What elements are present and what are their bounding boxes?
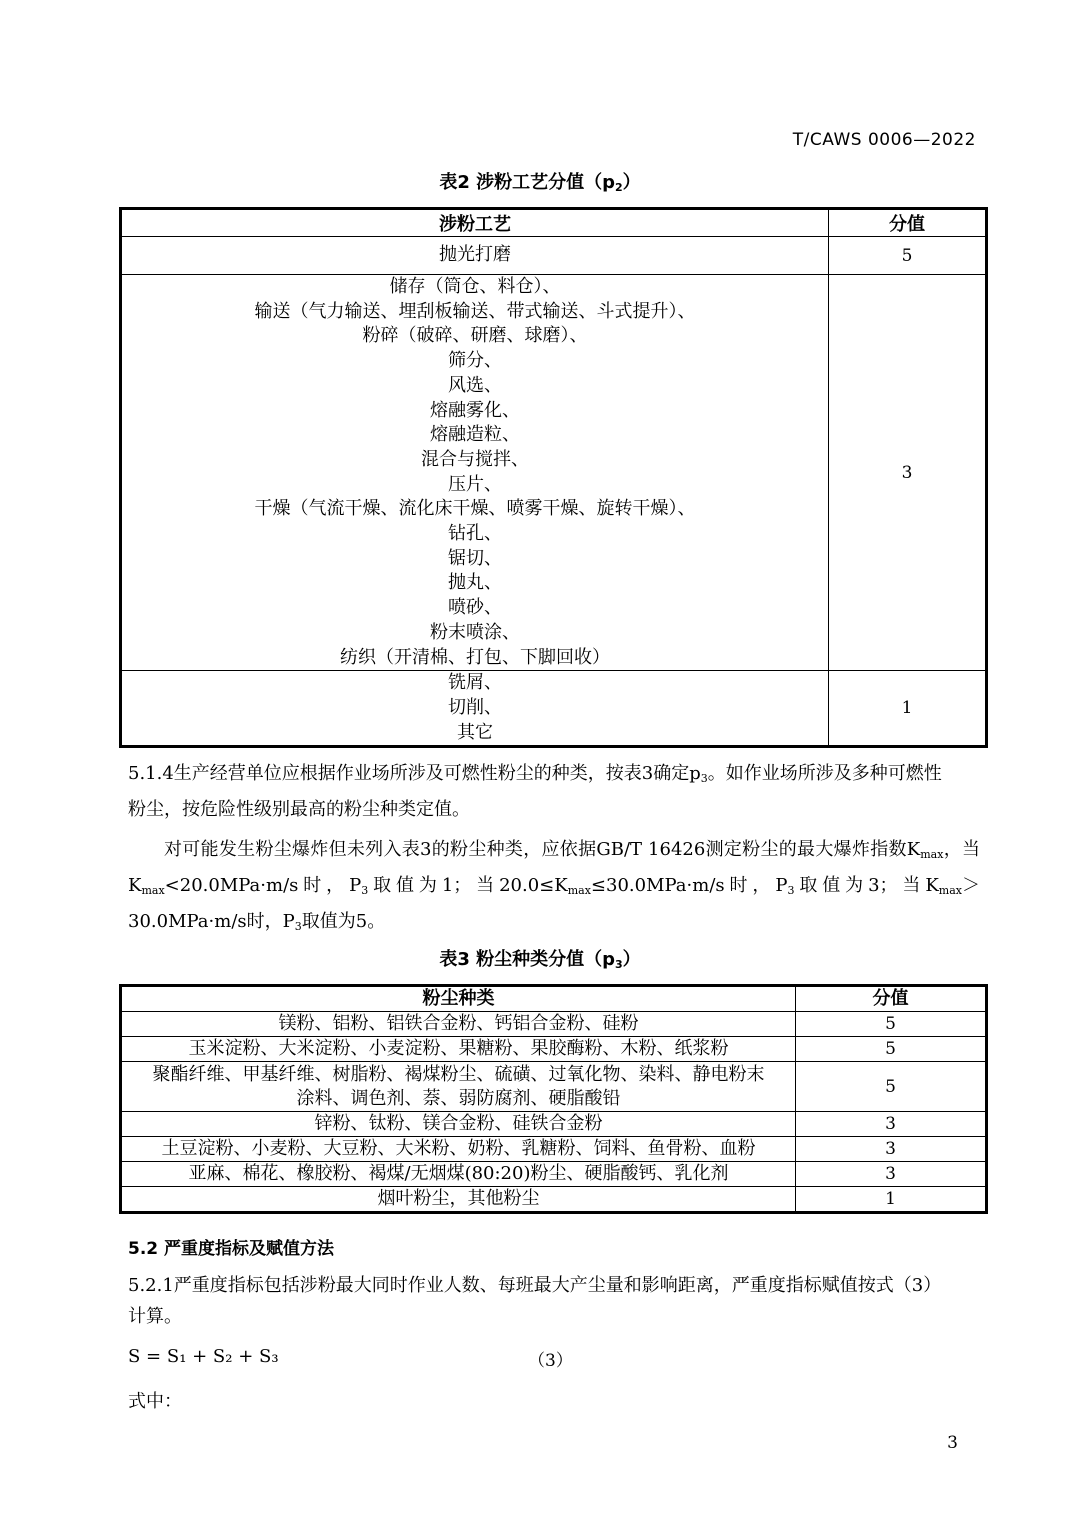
para-text: ，当K (128, 839, 980, 896)
process-line: 抛丸、 (448, 572, 502, 594)
table3-score-cell: 5 (796, 1062, 987, 1112)
process-line: 筛分、 (448, 350, 502, 372)
para-sub: max (141, 884, 165, 897)
para-text: 取值为3；当K (794, 875, 939, 896)
table-row (121, 1062, 987, 1112)
table3-caption (0, 945, 1080, 971)
table3-type-cell: 锌粉、钛粉、镁合金粉、硅铁合金粉 (121, 1112, 796, 1137)
process-line: 喷砂、 (448, 597, 502, 619)
para-line: 粉尘，按危险性级别最高的粉尘种类定值。 (128, 799, 470, 820)
paragraph-5-2-1 (128, 1270, 980, 1332)
process-line: 粉末喷涂、 (430, 621, 520, 643)
para-text: 。如作业场所涉及多种可燃性 (707, 763, 942, 784)
process-line: 锯切、 (448, 547, 502, 569)
table2-process-cell (121, 275, 829, 671)
table3-caption-main: 表3 粉尘种类分值（p (439, 949, 616, 970)
table2-process-cell (121, 237, 829, 275)
table3-header-type: 粉尘种类 (121, 986, 796, 1012)
table2 (119, 207, 988, 748)
table-row (121, 1037, 987, 1062)
process-line: 压片、 (448, 473, 502, 495)
para-line: 5.2.1严重度指标包括涉粉最大同时作业人数、每班最大产尘量和影响距离，严重度指标赋值按式（3） (128, 1275, 942, 1296)
process-line: 熔融雾化、 (430, 399, 520, 421)
para-sub: max (938, 884, 962, 897)
table-row (121, 1012, 987, 1037)
para-text: 5.1.4生产经营单位应根据作业场所涉及可燃性粉尘的种类，按表3确定p (128, 763, 701, 784)
table2-caption-sub: 2 (615, 181, 623, 194)
para-sub: 3 (361, 884, 369, 897)
table-row (121, 1112, 987, 1137)
table3-score-cell: 1 (796, 1187, 987, 1213)
process-line: 切削、 (448, 696, 502, 718)
table3-type-cell (121, 1062, 796, 1112)
para-text: ＞30.0MPa·m/s时，P (128, 875, 980, 932)
formula-3: S = S₁ + S₂ + S₃ (128, 1346, 279, 1367)
paragraph-5-1-4 (128, 758, 980, 825)
table-row (121, 671, 987, 747)
table3-caption-sub: 3 (615, 958, 623, 971)
para-line (128, 758, 980, 794)
table3-score-cell: 5 (796, 1012, 987, 1037)
process-line: 干燥（气流干燥、流化床干燥、喷雾干燥、旋转干燥）、 (254, 498, 696, 520)
para-sub: 3 (294, 920, 302, 933)
process-line: 抛光打磨 (439, 244, 511, 266)
table3 (119, 984, 988, 1214)
table3-type-cell: 亚麻、棉花、橡胶粉、褐煤/无烟煤(80:20)粉尘、硬脂酸钙、乳化剂 (121, 1162, 796, 1187)
para-sub: 3 (787, 884, 795, 897)
table3-type-cell: 土豆淀粉、小麦粉、大豆粉、大米粉、奶粉、乳糖粉、饲料、鱼骨粉、血粉 (121, 1137, 796, 1162)
table-row (121, 1137, 987, 1162)
type-line: 聚酯纤维、甲基纤维、树脂粉、褐煤粉尘、硫磺、过氧化物、染料、静电粉末 (152, 1063, 765, 1085)
table-row (121, 1162, 987, 1187)
table3-caption-end: ） (622, 949, 641, 970)
table-row (121, 1187, 987, 1213)
table-row (121, 237, 987, 275)
table2-score-cell: 3 (829, 275, 987, 671)
process-line: 输送（气力输送、埋刮板输送、带式输送、斗式提升）、 (254, 300, 696, 322)
table3-type-cell: 玉米淀粉、大米淀粉、小麦淀粉、果糖粉、果胶酶粉、木粉、纸浆粉 (121, 1037, 796, 1062)
table2-header-score: 分值 (829, 209, 987, 237)
table3-score-cell: 3 (796, 1162, 987, 1187)
table2-caption-main: 表2 涉粉工艺分值（p (439, 172, 616, 193)
para-text: <20.0MPa·m/s时，P (164, 875, 362, 896)
paragraph-kmax (128, 834, 980, 942)
para-text: ≤30.0MPa·m/s时，P (590, 875, 788, 896)
para-text: 对可能发生粉尘爆炸但未列入表3的粉尘种类，应依据GB/T 16426测定粉尘的最大爆炸指数K (164, 839, 921, 860)
table3-score-cell: 3 (796, 1137, 987, 1162)
table-row (121, 275, 987, 671)
process-line: 纺织（开清棉、打包、下脚回收） (340, 646, 610, 668)
section-heading-5-2: 5.2 严重度指标及赋值方法 (128, 1239, 335, 1259)
table2-score-cell: 5 (829, 237, 987, 275)
para-text: 取值为5。 (301, 911, 386, 932)
document-code: T/CAWS 0006—2022 (792, 130, 976, 150)
process-line: 铣屑、 (448, 672, 502, 694)
table2-header-process: 涉粉工艺 (121, 209, 829, 237)
table2-caption-end: ） (622, 172, 641, 193)
table3-type-cell: 镁粉、铝粉、铝铁合金粉、钙铝合金粉、硅粉 (121, 1012, 796, 1037)
formula-number: （3） (528, 1351, 573, 1371)
where-label: 式中： (128, 1391, 182, 1412)
para-line: 计算。 (128, 1306, 182, 1327)
para-sub: max (567, 884, 591, 897)
table3-score-cell: 3 (796, 1112, 987, 1137)
process-line: 熔融造粒、 (430, 424, 520, 446)
table3-header-score: 分值 (796, 986, 987, 1012)
table2-process-cell (121, 671, 829, 747)
table3-score-cell: 5 (796, 1037, 987, 1062)
table2-score-cell: 1 (829, 671, 987, 747)
type-line: 涂料、调色剂、萘、弱防腐剂、硬脂酸铅 (296, 1087, 621, 1109)
para-sub: max (920, 848, 944, 861)
process-line: 储存（筒仓、料仓）、 (389, 276, 561, 297)
para-sub: 3 (700, 772, 708, 785)
process-line: 混合与搅拌、 (421, 448, 529, 470)
process-line: 钻孔、 (448, 523, 502, 545)
table3-type-cell: 烟叶粉尘，其他粉尘 (121, 1187, 796, 1213)
page-number: 3 (947, 1433, 958, 1453)
process-line: 粉碎（破碎、研磨、球磨）、 (362, 325, 588, 347)
table2-caption (0, 168, 1080, 194)
process-line: 风选、 (448, 374, 502, 396)
para-text: 取值为1；当20.0≤K (368, 875, 568, 896)
process-line: 其它 (457, 721, 493, 743)
